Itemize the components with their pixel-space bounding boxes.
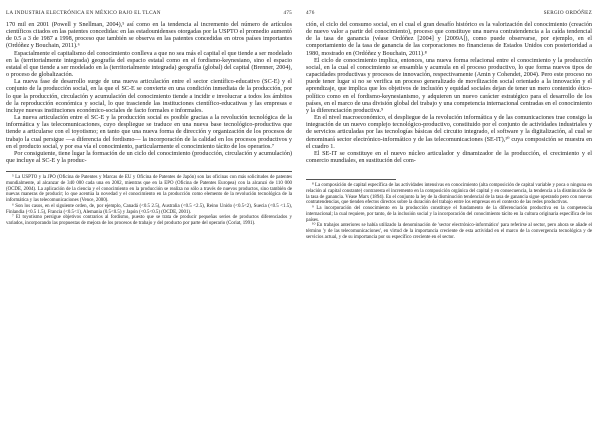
paragraph: La nueva articulación entre el SC-E y la producción social es posible gracias a la revolución tecnológica de la informática y las telecomunicaciones, cuyo despliegue se traduce en una nueva base tecnológico-productiva que tiende a articularse con el toyotismo; en tanto que una nueva forma de dirección y organización de los procesos de trabajo la cual persigue —a diferencia del fordismo— la incorporación de la calidad en los procesos productivos y en el producto social, y por esa vía el conocimiento, particularmente el conocimiento tácito de los operarios.⁷: [6, 115, 292, 150]
left-footnotes: [6, 171, 292, 227]
page-number-right: 476: [306, 10, 315, 16]
running-author: SERGIO ORDÓÑEZ: [543, 10, 592, 16]
running-head-right: [306, 9, 592, 18]
footnote: ⁹ La incorporación del conocimiento en la producción constituye el fundamento de la diferenciación productiva en la competencia internacional; la cual requiere, por tanto, de la inclusión social y la incorporación del conocimiento tácito en la cultura originaria específica de los países.: [306, 206, 592, 223]
left-page: [6, 0, 292, 431]
paragraph: El ciclo de conocimiento implica, entonces, una nueva forma relacional entre el conocimiento y la producción social, en la cual el conocimiento se ensambla y acumula en el proceso productivo, lo que forma nuevos tipos de capacidades productivas y procesos de innovación, respectivamente (Amin y Cohendet, 2004). Pero este proceso no puede tener lugar si no se verifica un proceso generalizado de movilización social orientado a la innovación y el aprendizaje, que implica que los objetivos de inclusión y equidad sociales dejan de tener un mero contenido ético-político como en el fordismo-keynesianismo, y adquieren un nuevo carácter estratégico para el desarrollo de los países, en el marco de una división global del trabajo y una competencia internacional centradas en el conocimiento y la diferenciación productiva.⁹: [306, 57, 592, 114]
right-page: [306, 0, 592, 431]
footnote: ⁸ La composición de capital específica de las actividades intensivas en conocimiento (alta composición de capital variable y poca o ninguna en relación al capital constante) contraresta el incremento en la composición orgánica del capital y en consecuencia, la tendencia a la disminución de la tasa de ganancia. Véase Marx (1894). En el conjunto la ley de la disminución tendencial de la tasa de ganancia sigue operando pero con nuevas contratendencias, que tienden efectos directos sobre la duración del trabajo entre los empresas en el contexto de las redes productivas.: [306, 183, 592, 206]
running-title: LA INDUSTRIA ELECTRÓNICA EN MÉXICO BAJO EL TLCAN: [6, 10, 161, 16]
footnote-rule: [306, 179, 396, 180]
footnote: ¹⁰ En trabajos anteriores se había utilizado la denominación de 'sector electrónico-informático' para referirse al sector, pero ahora se añade el término 'y de las telecomunicaciones', en virtud de la importancia creciente de esta actividad en el marco de la convergencia tecnológica y de servicios actual, y de su importancia por su específico creciente en el sector.: [306, 223, 592, 240]
footnote: ⁶ Son los casos, en el siguiente orden, de, por ejemplo, Canadá (<0.5 2.5), Australia (<0.5 <2.5), Reino Unido (<0.5<2), Suecia (<0.5 <1.5), Finlandia (<0.5 1.5), Francia (<0.5<1), Alemania (0.5<0.5) y Japón (<0.5<0.5) (OCDE, 2001).: [6, 203, 292, 215]
right-body-text: [306, 22, 592, 165]
paragraph: La nueva fase de desarrollo surge de una nueva articulación entre el sector científico-educativo (SC-E) y el conjunto de la producción social, en la que el SC-E se convierte en una condición inmediata de la producción, por lo que la producción, circulación y acumulación del conocimiento tiende a incidir e involucrar a todos los ámbitos de la reproducción económica y social, lo que trasciende las instituciones científico-educativas y las empresas e incluye nuevas instituciones económico-sociales de facto formales e informales.: [6, 79, 292, 114]
page-number-left: 475: [283, 10, 292, 16]
right-footnotes: [306, 179, 592, 241]
running-head-left: [6, 9, 292, 18]
paragraph: Espacialmente el capitalismo del conocimiento conlleva a que no sea más el capital el que tiende a ser modelado en la (territorialmente integrada) geografía del espacio estatal como en el fordismo-keynesiano, sino el espacio estatal el que tiende a ser modelado en la (territorialmente integrada) geografía (global) del capital (Brenner, 2004), o proceso de globalización.: [6, 50, 292, 79]
paragraph: 170 mil en 2001 (Powell y Snellman, 2004),⁵ así como en la tendencia al incremento del número de artículos científicos citados en las patentes concedidas: en las estadounidenses otorgadas por la USPTO el promedio aumentó de 0.5 a 3 de 1987 a 1998, proceso que también se observa en las patentes concedidas en otros países importantes (Ordóñez y Bouchain, 2011).⁶: [6, 22, 292, 50]
paragraph: ción, el ciclo del consumo social, en el cual el gran desafío histórico es la valorización del conocimiento (creación de nuevo valor a partir del conocimiento), proceso que constituye una nueva contratendencia a la caída tendencial de la tasa de ganancia (véase Ordóñez [2004] y [2009A]), como puede observarse, por ejemplo, en el comportamiento de la tasa de ganancia de las corporaciones no financieras de Estados Unidos con posterioridad a 1980, mostrado en (Ordóñez y Bouchain, 2011).⁸: [306, 22, 592, 57]
paragraph: Por consiguiente, tiene lugar la formación de un ciclo del conocimiento (producción, circulación y acumulación) que incluye al SC-E y la produc-: [6, 150, 292, 164]
footnote: ⁵ La USPTO y la JPO (Oficina de Patentes y Marcas de EU y Oficina de Patentes de Japón) son las oficinas con más solicitudes de patentes mundialmente, al alcanzar de 340 000 cada una en 2002, mientras que en la EPO (Oficina de Patentes Europea) con la alcanzó de 110 000 (OCDE, 2004). La aplicación de la ciencia y el conocimiento en la producción se realiza no sólo a través de nuevos productos, sino también de nuevas maneras de producir; lo que acentúa la novedad y el conocimiento en la producción como elemento de la revolución tecnológica de la informática y las telecomunicaciones (Vence, 2000).: [6, 175, 292, 204]
paragraph: En el nivel macroeconómico, el despliegue de la revolución informática y de las comunicaciones trae consigo la integración de un nuevo complejo tecnológico-productivo, constituido por el conjunto de actividades industriales y de servicios articuladas por las tecnologías básicas del circuito integrado, el software y la digitalización, al cual se denominará sector electrónico-informático y de las telecomunicaciones (SE-IT),¹⁰ cuya composición se muestra en el cuadro 1.: [306, 115, 592, 150]
paragraph: El SE-IT se constituye en el nuevo núcleo articulador y dinamizador de la producción, el crecimiento y el comercio mundiales, en sustitución del com-: [306, 150, 592, 164]
left-body-text: [6, 22, 292, 165]
footnote: ⁷ El toyotismo persigue objetivos contrarios al fordismo, puesto que se trata de producir pequeñas series de productos diferenciados y variados, incorporando las propuestas de mejora de los procesos de trabajo y del producto por parte del operario (Coriat, 1991).: [6, 215, 292, 227]
